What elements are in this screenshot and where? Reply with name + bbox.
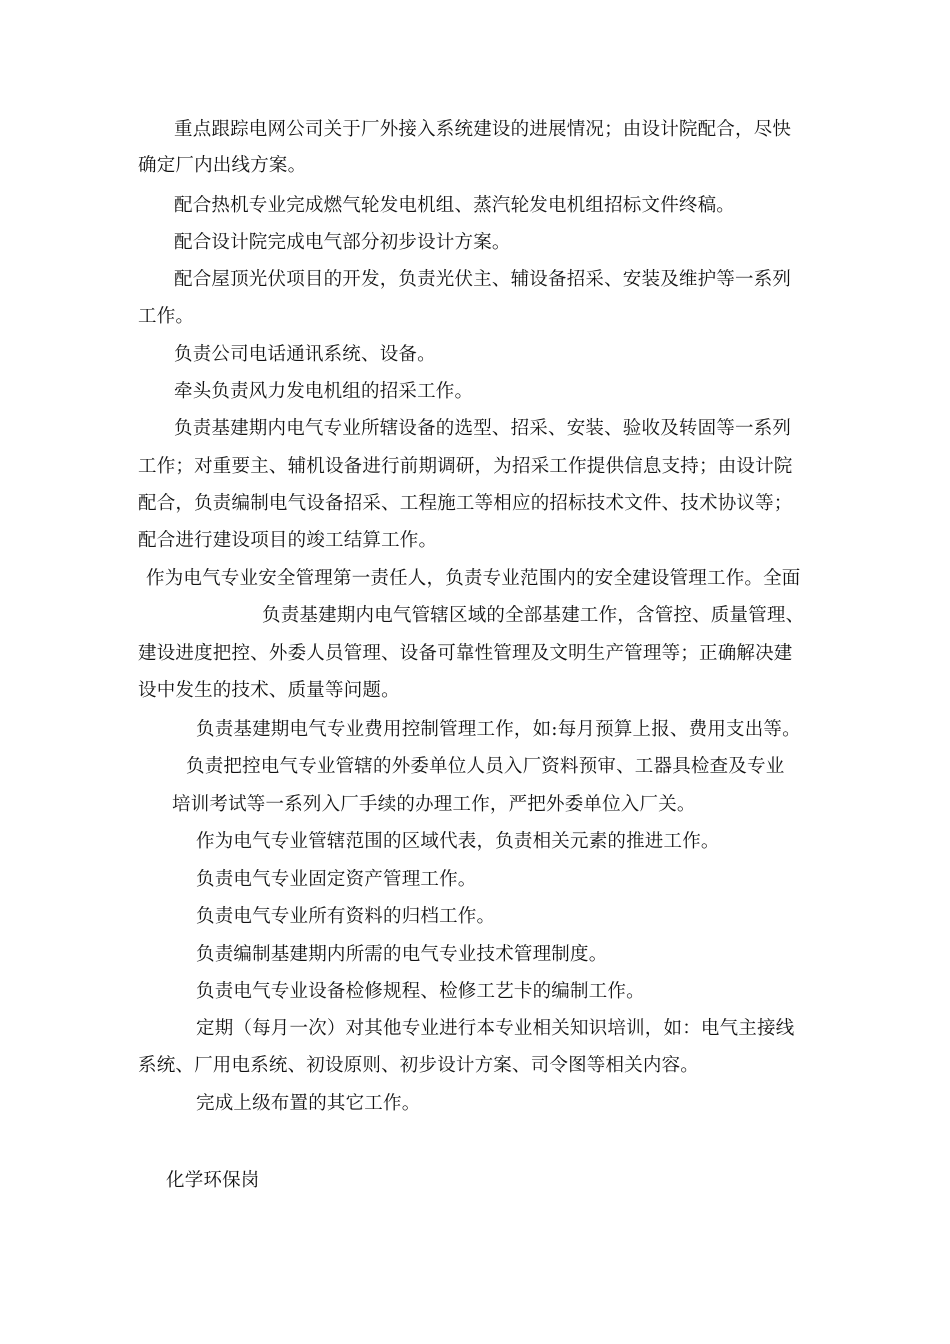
paragraph-line: 工作；对重要主、辅机设备进行前期调研，为招采工作提供信息支持；由设计院 bbox=[138, 456, 793, 477]
section-heading: 化学环保岗 bbox=[166, 1170, 260, 1191]
paragraph-line: 配合屋顶光伏项目的开发，负责光伏主、辅设备招采、安装及维护等一系列 bbox=[174, 269, 792, 290]
paragraph-line: 负责基建期电气专业费用控制管理工作，如:每月预算上报、费用支出等。 bbox=[196, 719, 801, 740]
paragraph-line: 系统、厂用电系统、初设原则、初步设计方案、司令图等相关内容。 bbox=[138, 1055, 700, 1076]
paragraph-line: 负责编制基建期内所需的电气专业技术管理制度。 bbox=[196, 944, 608, 965]
paragraph-line: 作为电气专业安全管理第一责任人，负责专业范围内的安全建设管理工作。全面 bbox=[146, 568, 801, 589]
paragraph-line: 负责电气专业设备检修规程、检修工艺卡的编制工作。 bbox=[196, 981, 645, 1002]
paragraph-line: 建设进度把控、外委人员管理、设备可靠性管理及文明生产管理等；正确解决建 bbox=[138, 643, 793, 664]
paragraph-line: 设中发生的技术、质量等问题。 bbox=[138, 680, 400, 701]
paragraph-line: 培训考试等一系列入厂手续的办理工作，严把外委单位入厂关。 bbox=[172, 794, 696, 815]
paragraph-line: 配合热机专业完成燃气轮发电机组、蒸汽轮发电机组招标文件终稿。 bbox=[174, 195, 736, 216]
paragraph-line: 配合设计院完成电气部分初步设计方案。 bbox=[174, 232, 511, 253]
paragraph-line: 负责电气专业固定资产管理工作。 bbox=[196, 869, 477, 890]
paragraph-line: 重点跟踪电网公司关于厂外接入系统建设的进展情况；由设计院配合，尽快 bbox=[174, 119, 792, 140]
paragraph-line: 完成上级布置的其它工作。 bbox=[196, 1093, 421, 1114]
paragraph-line: 牵头负责风力发电机组的招采工作。 bbox=[174, 381, 474, 402]
paragraph-line: 工作。 bbox=[138, 306, 195, 327]
paragraph-line: 负责基建期内电气专业所辖设备的选型、招采、安装、验收及转固等一系列 bbox=[174, 418, 792, 439]
paragraph-line: 负责公司电话通讯系统、设备。 bbox=[174, 344, 436, 365]
paragraph-line: 确定厂内出线方案。 bbox=[138, 155, 307, 176]
paragraph-line: 作为电气专业管辖范围的区域代表，负责相关元素的推进工作。 bbox=[196, 831, 720, 852]
paragraph-line: 配合进行建设项目的竣工结算工作。 bbox=[138, 530, 438, 551]
paragraph-line: 负责基建期内电气管辖区域的全部基建工作，含管控、质量管理、 bbox=[262, 605, 805, 626]
paragraph-line: 负责把控电气专业管辖的外委单位人员入厂资料预审、工器具检查及专业 bbox=[186, 756, 785, 777]
paragraph-line: 负责电气专业所有资料的归档工作。 bbox=[196, 906, 496, 927]
paragraph-line: 配合，负责编制电气设备招采、工程施工等相应的招标技术文件、技术协议等； bbox=[138, 493, 793, 514]
paragraph-line: 定期（每月一次）对其他专业进行本专业相关知识培训，如：电气主接线 bbox=[196, 1018, 795, 1039]
